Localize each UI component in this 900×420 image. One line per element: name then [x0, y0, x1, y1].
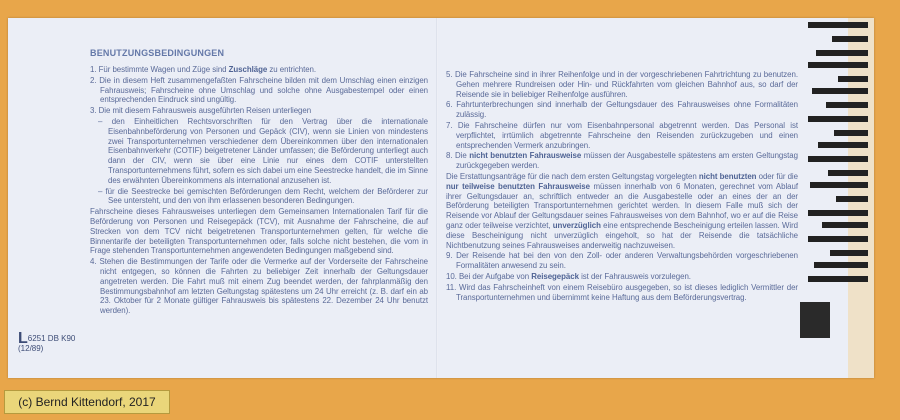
right-column — [446, 70, 798, 303]
code-mark — [836, 196, 868, 202]
condition-11: 11. Wird das Fahrscheinheft von einem Reisebüro ausgegeben, so ist dieses lediglich Vermittler der Transportunternehmen und übernimmt keine Haftung aus dem Beförderungsvertrag. — [446, 282, 798, 302]
condition-8: 8. Die nicht benutzten Fahrausweise müssen der Ausgabestelle spätestens am ersten Geltungstag zurückgegeben werden. — [446, 151, 798, 171]
condition-2: 2. Die in diesem Heft zusammengefaßten Fahrscheine bilden mit dem Umschlag einen einzigen Fahrausweis; Fahrscheine ohne Umschlag und solche ohne Ausgabestempel oder einen entsprechenden Eindruck sind ungültig. — [90, 75, 428, 105]
condition-3b: – für die Seestrecke bei gemischten Beförderungen dem Recht, welchem der Beförderer zur See untersteht, und den von ihm erlassenen besonderen Bedingungen. — [98, 186, 428, 206]
code-mark — [834, 130, 868, 136]
code-mark — [808, 62, 868, 68]
form-number: 6251 DB K90 — [27, 334, 76, 343]
code-mark — [808, 156, 868, 162]
code-mark — [816, 50, 868, 56]
photo-credit: (c) Bernd Kittendorf, 2017 — [4, 390, 170, 414]
code-mark — [838, 76, 868, 82]
code-mark — [832, 36, 868, 42]
code-mark — [808, 236, 868, 242]
condition-8-refund: Die Erstattungsanträge für die nach dem ersten Geltungstag vorgelegten nicht benutzten oder für die nur teilweise benutzten Fahrausweise müssen innerhalb von 6 Monaten, gerechnet vom Ablauf ihrer Geltungsdauer an, schriftlich entweder an die Ausgabestelle oder an eines der an der Beförderung beteiligten Transportunternehmen gerichtet werden. In diesem Falle muß sich der Reisende vor Ablauf der Geltungsdauer seines Fahrausweises von dem Bahnhof, wo er auf die Reise ganz oder teilweise verzichtet, unverzüglich eine entsprechende Bescheinigung erteilen lassen. Wird diese Bescheinigung nicht unverzüglich eingeholt, so hat der Reisende die tatsächliche Nichtbenutzung seines Fahrausweises anderweitig nachzuweisen. — [446, 171, 798, 250]
code-mark — [826, 102, 868, 108]
condition-3: 3. Die mit diesem Fahrausweis ausgeführten Reisen unterliegen — [90, 106, 312, 116]
form-code — [18, 330, 76, 354]
code-mark — [818, 142, 868, 148]
code-mark — [808, 276, 868, 282]
ticket-card — [8, 18, 874, 378]
page-title: BENUTZUNGSBEDINGUNGEN — [90, 48, 225, 58]
condition-6: 6. Fahrtunterbrechungen sind innerhalb der Geltungsdauer des Fahrausweises ohne Formalitäten zulässig. — [446, 100, 798, 120]
form-date: (12/89) — [18, 344, 44, 353]
condition-7: 7. Die Fahrscheine dürfen nur vom Eisenbahnpersonal abgetrennt werden. Das Personal ist verpflichtet, irrtümlich abgetrennte Fahrscheine den Reisenden zurückzugeben und einen entsprechenden Vermerk anzubringen. — [446, 120, 798, 150]
code-mark — [808, 210, 868, 216]
condition-3a: – den Einheitlichen Rechtsvorschriften für den Vertrag über die internationale Eisenbahnbeförderung von Personen und Gepäck (CIV), wenn sie Linien von mindestens zwei Transportunternehmen verschiedener dem Übereinkommen über den internationalen Eisenbahnverkehr (COTIF) beigetretener Länder umfassen; die Beförderung unterliegt auch dann der CIV, wenn sie über eine Linie nur eines dem COTIF unterstellten Transportunternehmens führt, sofern es sich dabei um eine Seestrecke handelt, die im Sinne des erwähnten Übereinkommens als international anzusehen ist. — [98, 116, 428, 185]
code-mark — [822, 222, 868, 228]
code-mark — [812, 88, 868, 94]
code-mark — [810, 182, 868, 188]
condition-9: 9. Der Reisende hat bei den von den Zoll- oder anderen Verwaltungsbehörden vorgeschriebenen Formalitäten anwesend zu sein. — [446, 251, 798, 271]
code-mark — [814, 262, 868, 268]
code-mark — [808, 22, 868, 28]
condition-3c: Fahrscheine dieses Fahrausweises unterliegen dem Gemeinsamen Internationalen Tarif für die Beförderung von Personen und Reisegepäck (TCV), mit Ausnahme der Fahrscheine, die auf Strecken von dem TCV nicht beigetretenen Transportunternehmen gelten, für welche die Binnentarife der beteiligten Transportunternehmen oder, falls solche nicht bestehen, die vom in Frage stehenden Transportunternehmen angewendeten Bedingungen maßgebend sind. — [90, 207, 428, 256]
condition-5: 5. Die Fahrscheine sind in ihrer Reihenfolge und in der vorgeschriebenen Fahrtrichtung zu benutzen. Gehen mehrere Rundreisen oder Hin- und Rückfahrten vom gleichen Bahnhof aus, so darf der Reisende sie in beliebiger Reihenfolge ausführen. — [446, 70, 798, 99]
condition-4: 4. Stehen die Bestimmungen der Tarife oder die Vermerke auf der Vorderseite der Fahrscheine nicht entgegen, so können die Fahrten zu beliebiger Zeit innerhalb der Geltungsdauer angetreten werden. Die Fahrt muß mit einem Zug beendet werden, der fahrplanmäßig den Bestimmungsbahnhof am letzten Geltungstag spätestens um 24 Uhr erreicht (z. B. darf ein ab 23. Oktober für 2 Monate gültiger Fahrausweis bis spätestens 22. Dezember 24 Uhr benutzt werden). — [90, 257, 428, 316]
code-mark — [830, 250, 868, 256]
registration-square — [800, 302, 830, 338]
condition-10: 10. Bei der Aufgabe von Reisegepäck ist der Fahrausweis vorzulegen. — [446, 271, 691, 281]
left-column — [90, 65, 428, 317]
code-mark — [828, 170, 868, 176]
form-marker: L — [18, 330, 28, 347]
condition-1: 1. Für bestimmte Wagen und Züge sind Zuschläge zu entrichten. — [90, 65, 317, 74]
fold-line — [436, 18, 438, 378]
code-mark — [808, 116, 868, 122]
